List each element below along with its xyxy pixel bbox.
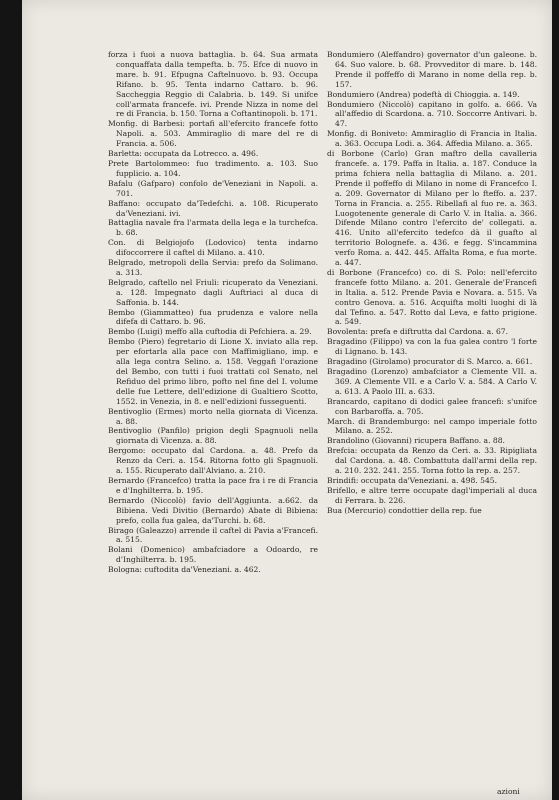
index-entry-left: Bentivoglio (Ermes) morto nella giornata di Vicenza. a. 88.: [108, 406, 318, 426]
index-entry-left: Belgrado, caftello nel Friuli: ricuperato da Veneziani. a. 128. Impegnato dagli Auftriaci al duca di Saffonia. b. 144.: [108, 277, 318, 307]
index-entry-left: Belgrado, metropoli della Servia: prefo da Solimano. a. 313.: [108, 258, 318, 277]
index-entry-right: Bondumiero (Andrea) podeftà di Chioggia. a. 149.: [327, 89, 520, 99]
index-entry-right: Bondumiero (Niccolò) capitano in golfo. a. 666. Va all'affedio di Scardona. a. 710. Soccorre Antivari. b. 47.: [327, 99, 537, 129]
index-entry-left: Bembo (Luigi) meffo alla cuftodia di Pefchiera. a. 29.: [108, 327, 312, 337]
index-entry-right: di Borbone (Carlo) Gran maftro della cavalleria francefe. a. 179. Paffa in Italia. a. 187. Conduce la prima fchiera nella battaglia di Milano. a. 201. Prende il poffeffo di Milano in nome di Francefco I. a. 209. Governator di Milano per lo fteffo. a. 237. Torna in Francia. a. 255. Ribellafi al fuo re. a. 363. Luogotenente generale di Carlo V. in Italia. a. 366. Difende Milano contro l'efercito de' collegati. a. 416. Unito all'efercito tedefco dà il guafto al territorio Bolognefe. a. 436. e fegg. S'incammina verfo Roma. a. 442. 445. Affalta Roma, e fua morte. a. 447.: [327, 149, 537, 268]
index-entry-left: Bologna: cuftodita da'Veneziani. a. 462.: [108, 565, 261, 575]
index-entry-left: Bernardo (Francefco) tratta la pace fra i re di Francia e d'Inghilterra. b. 195.: [108, 475, 318, 495]
index-entry-right: Brancardo, capitano di dodici galee francefi: s'unifce con Barbaroffa. a. 705.: [327, 396, 537, 416]
index-entry-left: Bentivoglio (Panfilo) prigion degli Spagnuoli nella giornata di Vicenza. a. 88.: [108, 426, 318, 446]
index-entry-right: Bragadino (Filippo) va con la fua galea contro 'l forte di Lignano. b. 143.: [327, 337, 537, 357]
index-entry-left: Bergomo: occupato dal Cardona. a. 48. Prefo da Renzo da Ceri. a. 154. Ritorna fotto gli Spagnuoli. a. 155. Ricuperato dall'Alviano. a. 210.: [108, 446, 318, 476]
index-entry-right: Monfig. di Boniveto: Ammiraglio di Francia in Italia. a. 363. Occupa Lodi. a. 364. Affedia Milano. a. 365.: [327, 129, 537, 149]
index-entry-left: Monfig. di Barbesi: portafi all'efercito francefe fotto Napoli. a. 503. Ammiraglio di mare del re di Francia. a. 506.: [108, 119, 318, 149]
index-entry-right: Bovolenta: prefa e diftrutta dal Cardona. a. 67.: [327, 327, 509, 337]
index-entry-left: Barletta: occupata da Lotrecco. a. 496.: [108, 149, 259, 159]
index-entry-right: Bragadino (Lorenzo) ambafciator a Clemente VII. a. 369. A Clemente VII. e a Carlo V. a. 584. A Carlo V. a. 613. A Paolo III. a. 633.: [327, 367, 537, 396]
index-entry-right: Bua (Mercurio) condottier della rep. fue: [327, 505, 482, 515]
index-column-right: [327, 50, 537, 516]
index-entry-right: Brifello, e altre terre occupate dagl'imperiali al duca di Ferrara. b. 226.: [327, 485, 537, 505]
index-entry-left: Con. di Belgiojofo (Lodovico) tenta indarno difoccorrere il caftel di Milano. a. 410.: [108, 238, 318, 258]
index-entry-right: Brandolino (Giovanni) ricupera Baffano. a. 88.: [327, 436, 505, 446]
index-entry-right: di Borbone (Francefco) co. di S. Polo: nell'efercito francefe fotto Milano. a. 201. Generale de'Francefi in Italia. a. 512. Prende Pavia e Novara. a. 515. Va contro Genova. a. 516. Acquifta molti luoghi di là dal Tefino. a. 547. Rotto dal Leva, e fatto prigione. a. 549.: [327, 267, 537, 327]
index-entry-right: Brindifi: occupata da'Veneziani. a. 498. 545.: [327, 475, 498, 485]
index-entry-right: Brefcia: occupata da Renzo da Ceri. a. 33. Ripigliata dal Cardona. a. 48. Combattuta dall'armi della rep. a. 210. 232. 241. 255. Torna fotto la rep. a. 257.: [327, 446, 537, 476]
index-entry-right: Bragadino (Girolamo) procurator di S. Marco. a. 661.: [327, 357, 533, 367]
index-column-left: [108, 50, 318, 575]
index-entry-left: Bernardo (Niccolò) favio dell'Aggiunta. a.662. da Bibiena. Vedi Divitio (Bernardo) Abate di Bibiena: prefo, colla fua galea, da'Turchi. b. 68.: [108, 495, 318, 525]
index-entry-left: Prete Bartolommeo: fuo tradimento. a. 103. Suo fupplicio. a. 104.: [108, 158, 318, 178]
index-entry-left: forza i fuoi a nuova battaglia. b. 64. Sua armata conquaffata dalla tempefta. b. 75. Efce di nuovo in mare. b. 91. Efpugna Caftelnuovo. b. 93. Occupa Rifano. b. 95. Tenta indarno Cattaro. b. 96. Saccheggia Reggio di Calabria. b. 149. Si unifce coll'armata francefe. ivi. Prende Nizza in nome del re di Francia. b. 150. Torna a Coftantinopoli. b. 171.: [108, 50, 318, 119]
catchword: azioni: [497, 787, 520, 796]
index-entry-left: Birago (Galeazzo) arrende il caftel di Pavia a'Francefi. a. 515.: [108, 525, 318, 545]
index-entry-right: Bondumiero (Aleffandro) governator d'un galeone. b. 64. Suo valore. b. 68. Provveditor di mare. b. 148. Prende il poffeffo di Marano in nome della rep. b. 157.: [327, 50, 537, 89]
book-page: [22, 0, 552, 800]
index-entry-left: Baffano: occupato da'Tedefchi. a. 108. Ricuperato da'Veneziani. ivi.: [108, 198, 318, 218]
index-entry-left: Bembo (Piero) fegretario di Lione X. inviato alla rep. per efortarla alla pace con Maffimigliano, imp. e alla lega contra Selino. a. 158. Veggafi l'orazione del Bembo, con tutti i fuoi trattati col Senato, nel Refiduo del primo libro, pofto nel fine del I. volume delle fue Lettere, dell'edizione di Gualtiero Scotto, 1552. in Venezia, in 8. e nell'edizioni fusseguenti.: [108, 337, 318, 406]
index-entry-left: Battaglia navale fra l'armata della lega e la turchefca. b. 68.: [108, 218, 318, 238]
index-entry-left: Bafalu (Gafparo) confolo de'Veneziani in Napoli. a. 701.: [108, 178, 318, 198]
index-entry-right: March. di Brandemburgo: nel campo imperiale fotto Milano. a. 252.: [327, 416, 537, 436]
index-entry-left: Bolani (Domenico) ambafciadore a Odoardo, re d'Inghilterra. b. 195.: [108, 545, 318, 565]
index-entry-left: Bembo (Giammatteo) fua prudenza e valore nella difefa di Cattaro. b. 96.: [108, 307, 318, 327]
